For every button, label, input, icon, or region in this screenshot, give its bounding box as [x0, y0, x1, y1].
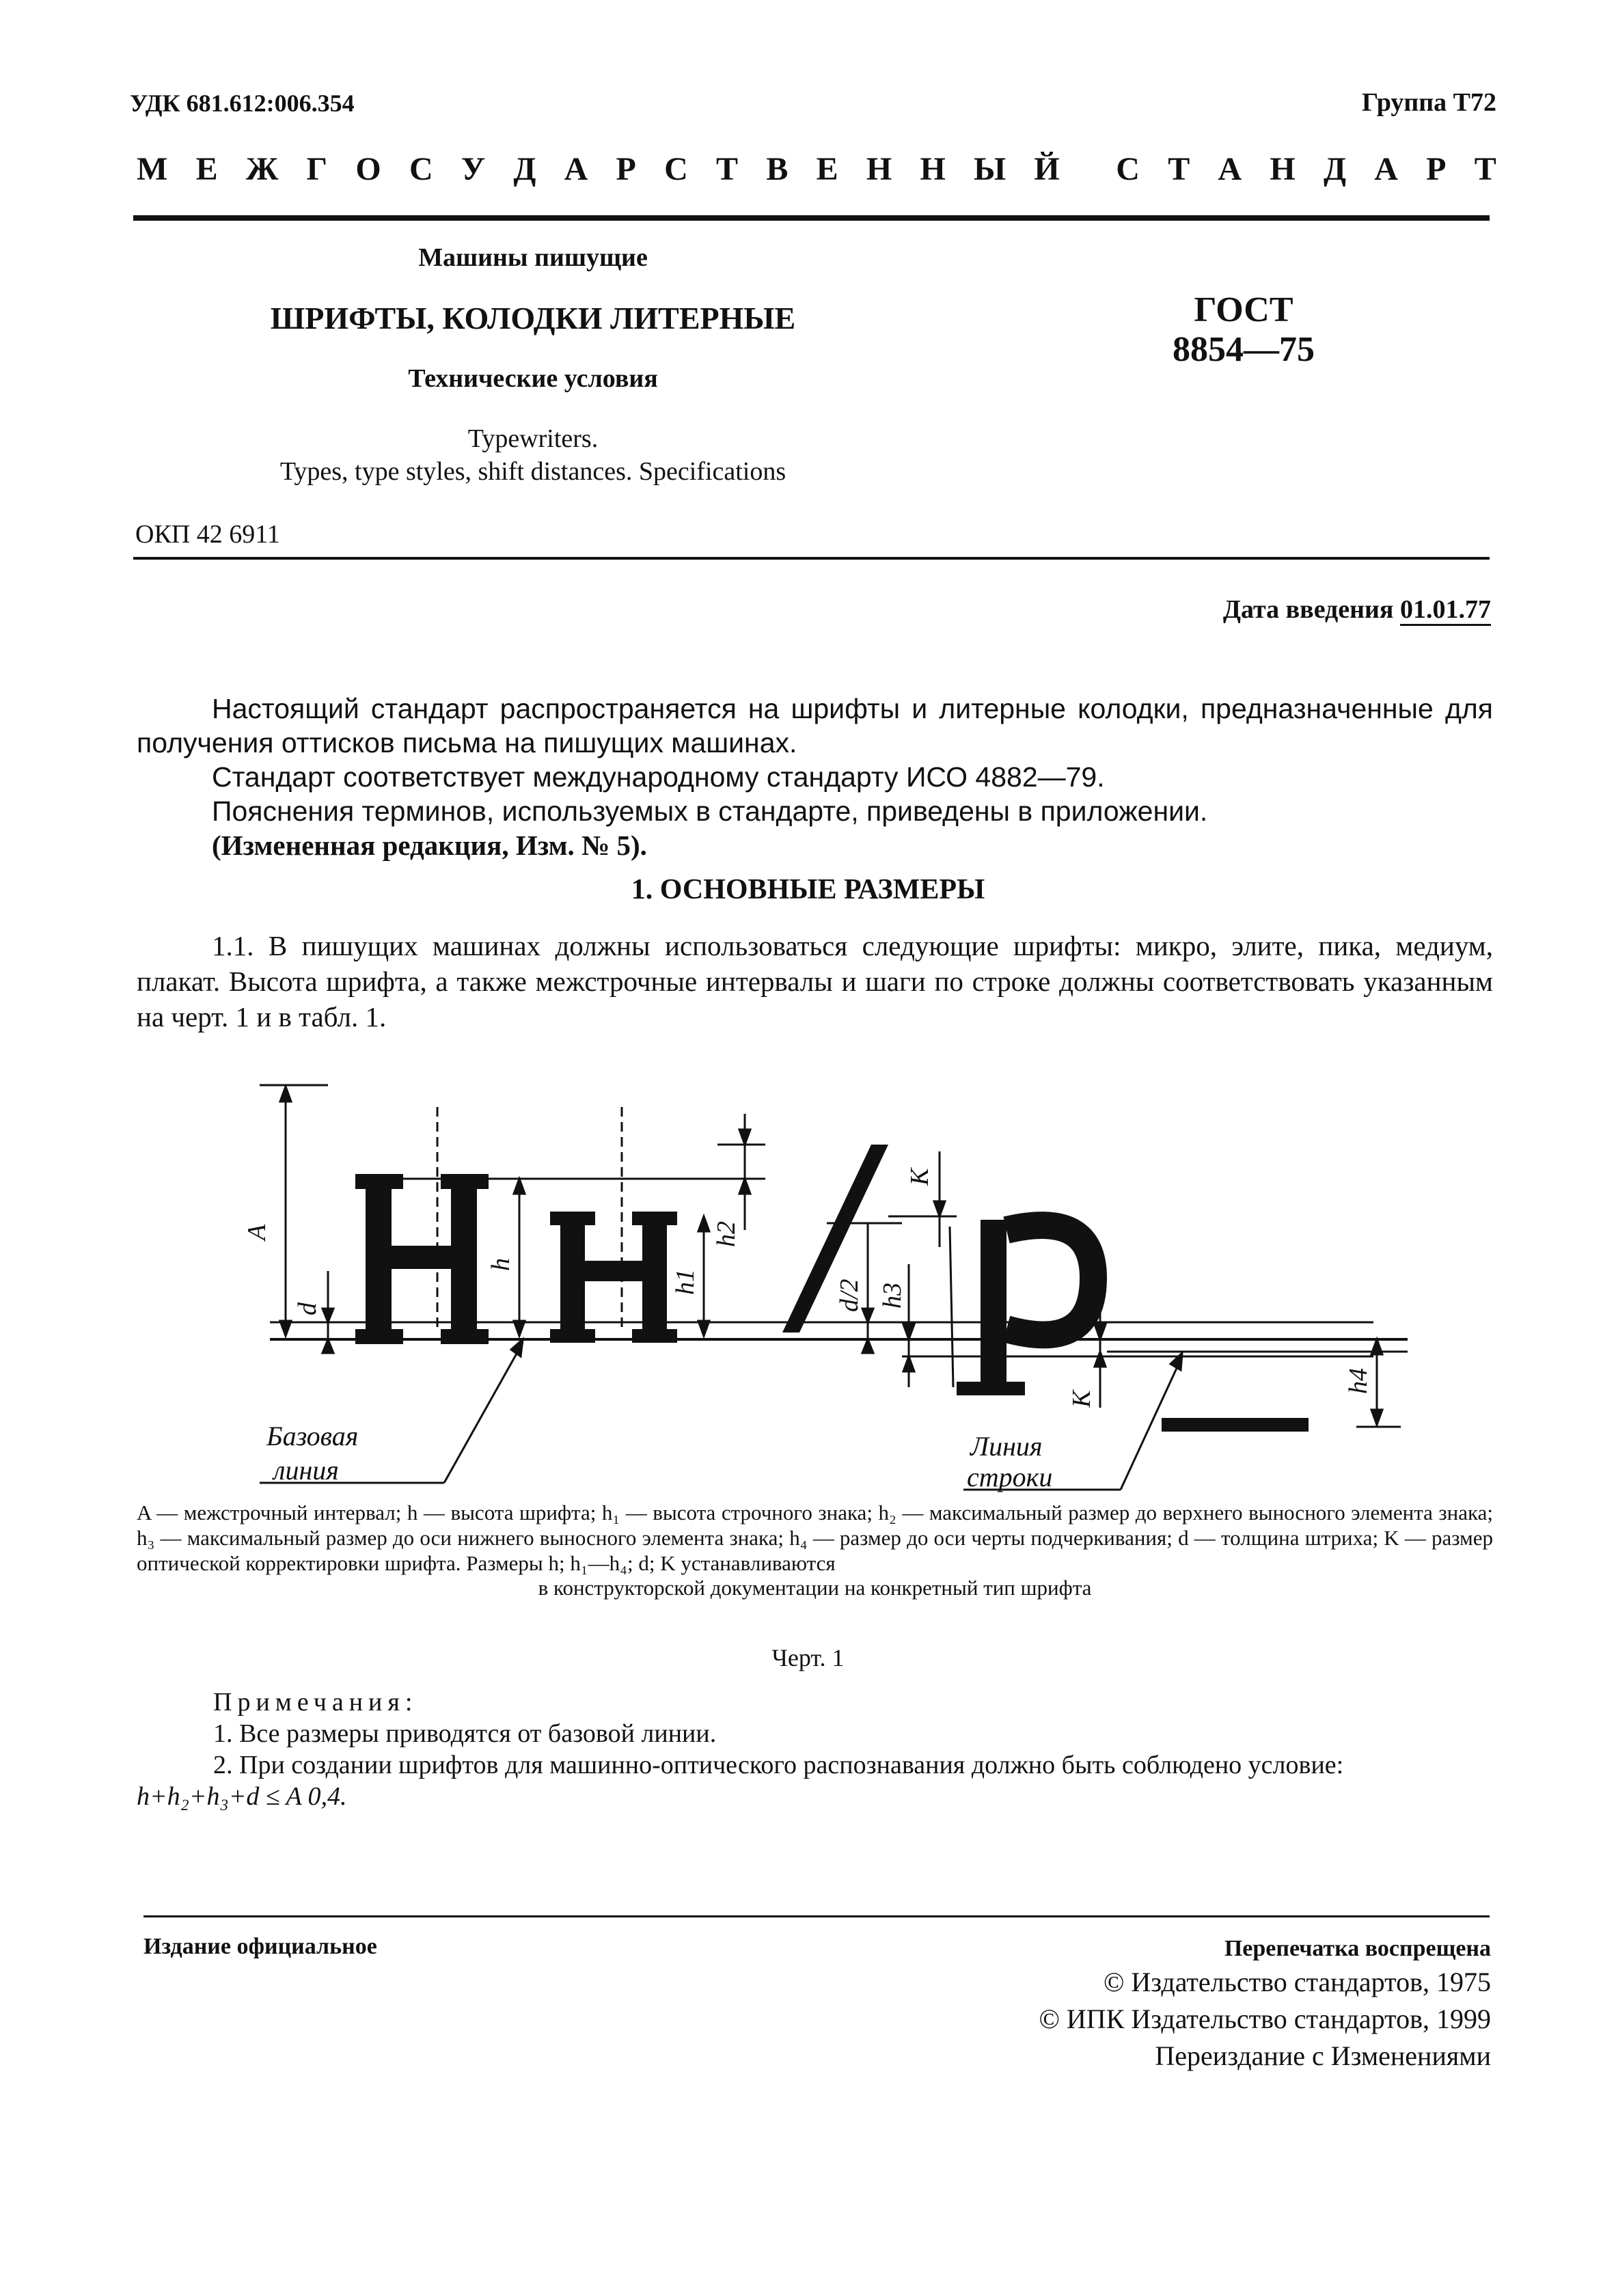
- note-item: 1. Все размеры приводятся от базовой линии.: [213, 1719, 717, 1748]
- glyph-H-serif: [355, 1174, 403, 1189]
- arrow: [903, 1356, 914, 1371]
- label-d: d: [293, 1302, 322, 1315]
- paragraph: Пояснения терминов, используемых в стандарте, приведены в приложении.: [212, 795, 1208, 827]
- label-h4: h4: [1344, 1368, 1373, 1394]
- reprint-prohibited: Перепечатка воспрещена: [1224, 1936, 1491, 1961]
- banner-letter: Т: [1168, 151, 1190, 187]
- banner-letter: О: [355, 151, 381, 187]
- amendment-note: (Измененная редакция, Изм. № 5).: [212, 830, 647, 861]
- k-leader: [950, 1227, 953, 1387]
- section-text: [137, 928, 1493, 1035]
- gost-label: ГОСТ: [1194, 290, 1293, 329]
- banner-letter: Н: [920, 151, 946, 187]
- figure-legend: A — межстрочный интервал; h — высота шрифта; h₁ — высота строчного знака; h₂ — максимальный размер до верхнего выносного элемента знака; h₃ — максимальный размер до оси нижнего выносного элемента знака; h₄ — размер до оси черты подчеркивания; d — толщина штриха; K — размер оптической корректировки шрифта. Размеры h; h₁—h₄; d; K устанавливаются: [137, 1501, 1493, 1575]
- label-row-line: Линия: [970, 1431, 1043, 1462]
- arrow: [739, 1179, 750, 1194]
- banner-letter: А: [564, 151, 588, 187]
- label-h1: h1: [671, 1269, 700, 1295]
- banner-letter: М: [137, 151, 168, 187]
- label-row-line: строки: [967, 1462, 1053, 1492]
- arrow: [511, 1339, 523, 1356]
- banner-letter: Г: [306, 151, 328, 187]
- subtitle-machines: Машины пишущие: [418, 243, 648, 272]
- udk-code: УДК 681.612:006.354: [130, 90, 355, 117]
- arrow: [698, 1321, 709, 1336]
- subtitle-conditions: Технические условия: [408, 364, 658, 393]
- header-rule: [133, 215, 1490, 221]
- title-block: [260, 243, 806, 488]
- glyph-h-serif: [550, 1212, 595, 1225]
- banner-letter: Р: [616, 151, 636, 187]
- paragraph: Стандарт соответствует международному стандарту ИСО 4882—79.: [212, 761, 1105, 793]
- arrow: [1371, 1339, 1382, 1354]
- banner-letter: Н: [866, 151, 892, 187]
- footer-rule: [143, 1915, 1490, 1917]
- figure-caption: Черт. 1: [771, 1644, 845, 1671]
- arrow: [1371, 1410, 1382, 1425]
- reissue-note: Переиздание с Изменениями: [1155, 2040, 1491, 2071]
- glyph-H-serif: [441, 1174, 489, 1189]
- arrow: [862, 1339, 873, 1353]
- copyright-line: © Издательство стандартов, 1975: [1103, 1967, 1491, 1997]
- arrow: [280, 1321, 291, 1336]
- date-label: Дата введения: [1222, 595, 1400, 624]
- gost-number: [1148, 290, 1339, 370]
- banner-letter: Т: [1474, 151, 1496, 187]
- glyph-H-bar: [366, 1246, 477, 1269]
- note-item: 2. При создании шрифтов для машинно-оптического распознавания должно быть соблюдено условие:: [213, 1751, 1344, 1779]
- label-d2: d/2: [835, 1279, 864, 1312]
- arrow: [323, 1309, 333, 1322]
- arrow: [739, 1130, 750, 1145]
- glyph-p-serif: [957, 1382, 1025, 1395]
- glyph-h-bar: [560, 1261, 667, 1281]
- banner-letter: Д: [513, 151, 536, 187]
- banner-letter: Е: [816, 151, 838, 187]
- banner-letter: В: [766, 151, 789, 187]
- notes: [137, 1686, 1493, 1812]
- banner-letter: Р: [1426, 151, 1447, 187]
- banner-letter: Н: [1270, 151, 1296, 187]
- section-heading: 1. ОСНОВНЫЕ РАЗМЕРЫ: [631, 874, 985, 905]
- glyph-H-serif: [355, 1329, 403, 1344]
- banner-letter: Д: [1323, 151, 1346, 187]
- official-edition: Издание официальное: [143, 1934, 377, 1959]
- paragraph: 1.1. В пишущих машинах должны использоваться следующие шрифты: микро, элите, пика, медиум, плакат. Высота шрифта, а также межстрочные интервалы и шаги по строке должны соответствовать указанным на черт. 1 и в табл. 1.: [137, 930, 1493, 1033]
- arrow: [934, 1201, 945, 1216]
- banner-letter: У: [461, 151, 486, 187]
- underline-bar: [1162, 1418, 1309, 1432]
- note-formula: h+h₂+h₃+d ≤ A 0,4.: [137, 1782, 347, 1811]
- introduction-text: [137, 692, 1493, 862]
- glyph-H-serif: [441, 1329, 489, 1344]
- figure-legend-end: в конструкторской документации на конкретный тип шрифта: [538, 1576, 1092, 1600]
- arrow: [903, 1324, 914, 1339]
- arrow: [323, 1339, 333, 1353]
- label-h3: h3: [878, 1283, 907, 1309]
- introduction-date: [1223, 594, 1491, 625]
- english-title-line: Types, type styles, shift distances. Specifications: [279, 457, 786, 486]
- english-title: [260, 422, 806, 488]
- banner-letter: С: [409, 151, 433, 187]
- document-title: ШРИФТЫ, КОЛОДКИ ЛИТЕРНЫЕ: [270, 301, 796, 336]
- glyph-h-serif: [632, 1212, 677, 1225]
- label-h2: h2: [712, 1221, 741, 1247]
- arrow: [1095, 1324, 1106, 1339]
- arrow: [514, 1179, 525, 1194]
- banner-letter: Е: [195, 151, 218, 187]
- paragraph: Настоящий стандарт распространяется на шрифты и литерные колодки, предназначенные для получения оттисков письма на пишущих машинах.: [137, 693, 1493, 758]
- banner-letter: С: [1116, 151, 1140, 187]
- date-value: 01.01.77: [1400, 595, 1491, 626]
- banner-letter: Й: [1034, 151, 1060, 187]
- sample-glyphs: [355, 1145, 1309, 1432]
- gost-code: 8854—75: [1173, 330, 1315, 369]
- interstate-standard-banner: [137, 150, 1496, 188]
- label-K-top: K: [905, 1168, 934, 1186]
- banner-letter: А: [1218, 151, 1242, 187]
- label-h: h: [487, 1258, 515, 1271]
- banner-letter: С: [664, 151, 688, 187]
- glyph-h-serif: [632, 1329, 677, 1343]
- english-title-line: Typewriters.: [467, 424, 599, 453]
- rights-block: [876, 1934, 1491, 2075]
- arrow: [862, 1309, 873, 1322]
- arrow: [698, 1216, 709, 1231]
- banner-letter: Т: [716, 151, 739, 187]
- type-dimensions-drawing: [0, 1066, 1616, 1496]
- label-K-bottom: K: [1067, 1390, 1096, 1408]
- arrow: [1095, 1352, 1106, 1367]
- banner-letter: Ж: [245, 151, 279, 187]
- notes-heading: Примечания:: [213, 1688, 418, 1717]
- banner-letter: Ы: [974, 151, 1006, 187]
- arrow: [514, 1321, 525, 1336]
- label-base-line: Базовая: [266, 1421, 359, 1451]
- group-code: Группа Т72: [1361, 88, 1496, 117]
- banner-letter: А: [1374, 151, 1398, 187]
- copyright-line: © ИПК Издательство стандартов, 1999: [1039, 2004, 1491, 2034]
- okp-code: ОКП 42 6911: [135, 520, 280, 549]
- glyph-p-stem: [981, 1220, 1006, 1391]
- leader-base: [444, 1343, 523, 1483]
- label-base-line: линия: [273, 1455, 339, 1486]
- title-rule: [133, 557, 1490, 560]
- glyph-h-serif: [550, 1329, 595, 1343]
- arrow: [280, 1086, 291, 1102]
- glyph-p-bowl: [1006, 1225, 1093, 1335]
- label-A: A: [243, 1224, 271, 1240]
